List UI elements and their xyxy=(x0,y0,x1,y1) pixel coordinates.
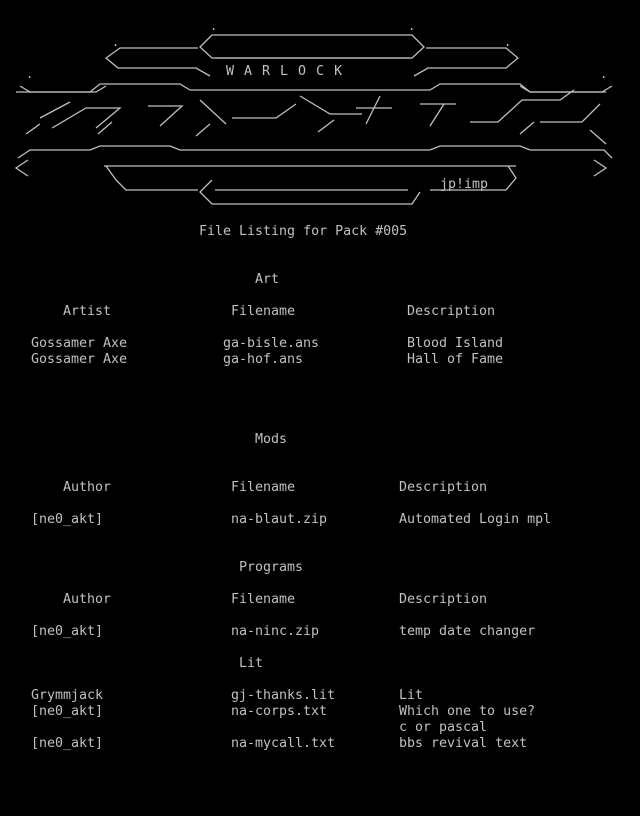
section-title-mods: Mods xyxy=(255,432,288,447)
art-row-artist: Gossamer Axe xyxy=(31,336,128,351)
section-title-programs: Programs xyxy=(239,560,304,575)
logo-bottom-left-wing xyxy=(106,166,198,190)
logo-right-arrow xyxy=(594,160,606,176)
programs-header-author: Author xyxy=(63,592,112,607)
art-row-description: Hall of Fame xyxy=(407,352,504,367)
warlock-logo xyxy=(0,0,640,215)
logo-dot: . xyxy=(408,19,416,33)
programs-header-filename: Filename xyxy=(231,592,296,607)
lit-row-filename: na-corps.txt xyxy=(231,704,328,719)
logo-top-banner xyxy=(200,35,424,58)
lit-row-filename: na-mycall.txt xyxy=(231,736,336,751)
mods-header-filename: Filename xyxy=(231,480,296,495)
page-title: File Listing for Pack #005 xyxy=(199,224,408,239)
lit-row-description: Lit xyxy=(399,688,424,703)
logo-dot: . xyxy=(210,19,218,33)
logo-dot: . xyxy=(600,67,608,81)
logo-right-wing xyxy=(414,48,518,76)
lit-row-filename: gj-thanks.lit xyxy=(231,688,336,703)
programs-row-filename: na-ninc.zip xyxy=(231,624,320,639)
logo-credit: jp!imp xyxy=(440,177,489,192)
lit-row-description: Which one to use? xyxy=(399,704,536,719)
mods-header-author: Author xyxy=(63,480,112,495)
mods-row-description: Automated Login mpl xyxy=(399,512,552,527)
lit-row-description: bbs revival text xyxy=(399,736,528,751)
art-row-description: Blood Island xyxy=(407,336,504,351)
lit-row-author: [ne0_akt] xyxy=(31,704,104,719)
lit-row-author: [ne0_akt] xyxy=(31,736,104,751)
lit-row-description-continued: c or pascal xyxy=(399,720,488,735)
logo-band-bottom xyxy=(18,146,612,158)
programs-header-description: Description xyxy=(399,592,488,607)
mods-row-filename: na-blaut.zip xyxy=(231,512,328,527)
mods-row-author: [ne0_akt] xyxy=(31,512,104,527)
logo-right-outer xyxy=(520,86,612,92)
art-header-filename: Filename xyxy=(231,304,296,319)
art-row-filename: ga-hof.ans xyxy=(223,352,304,367)
logo-dot: . xyxy=(112,35,120,49)
logo-dot: . xyxy=(504,35,512,49)
logo-letters xyxy=(26,90,606,144)
logo-dot: . xyxy=(26,67,34,81)
art-header-artist: Artist xyxy=(63,304,112,319)
logo-left-wing xyxy=(106,48,210,76)
programs-row-author: [ne0_akt] xyxy=(31,624,104,639)
section-title-lit: Lit xyxy=(239,656,264,671)
mods-header-description: Description xyxy=(399,480,488,495)
lit-row-author: Grymmjack xyxy=(31,688,104,703)
programs-row-description: temp date changer xyxy=(399,624,536,639)
logo-title: W A R L O C K xyxy=(226,64,344,79)
section-title-art: Art xyxy=(255,272,280,287)
logo-left-arrow xyxy=(16,160,28,176)
art-header-description: Description xyxy=(407,304,496,319)
logo-bottom-banner xyxy=(200,180,420,204)
art-row-artist: Gossamer Axe xyxy=(31,352,128,367)
art-row-filename: ga-bisle.ans xyxy=(223,336,320,351)
logo-band-top xyxy=(16,84,606,92)
